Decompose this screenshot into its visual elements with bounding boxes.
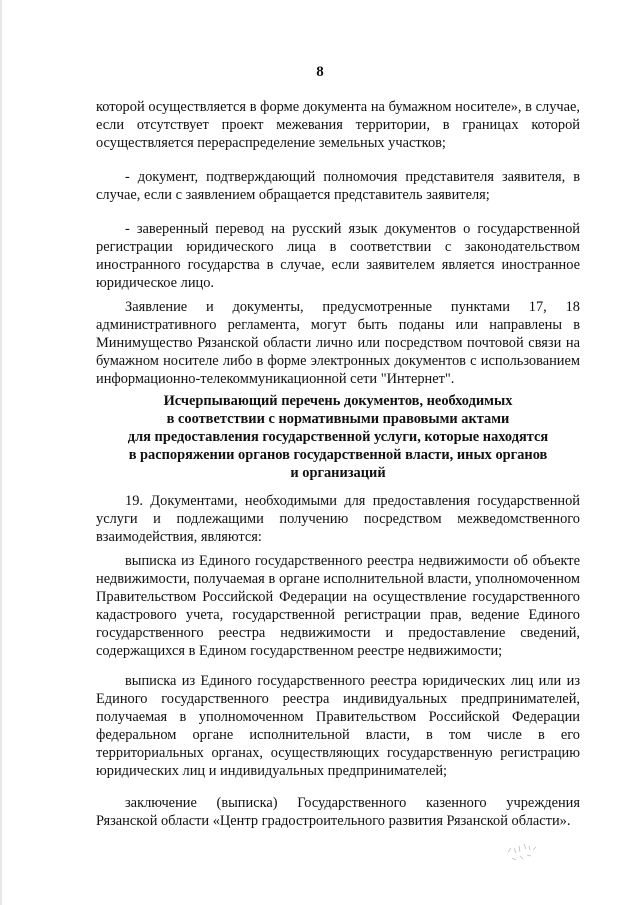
paragraph-egrul-extract: выписка из Единого государственного реестра юридических лиц или из Единого государственного реестра индивидуальных предпринимателей, получаемая в уполномоченном Правительством Российской Федерации федеральном органе исполнительной власти, в том числе в его территориальных органах, осуществляющих государственную регистрацию юридических лиц и индивидуальных предпринимателей; bbox=[96, 673, 580, 779]
heading-line: в соответствии с нормативными правовыми актами bbox=[166, 411, 510, 427]
paragraph-item-19: 19. Документами, необходимыми для предоставления государственной услуги и подлежащими получению посредством межведомственного взаимодействия, являются: bbox=[96, 493, 580, 545]
paragraph-conclusion: заключение (выписка) Государственного казенного учреждения Рязанской области «Центр градостроительного развития Рязанской области». bbox=[96, 795, 580, 829]
scan-noise-mark bbox=[500, 832, 550, 872]
heading-line: для предоставления государственной услуги, которые находятся bbox=[127, 429, 549, 445]
section-heading bbox=[96, 392, 580, 482]
paragraph-translation-document: - заверенный перевод на русский язык документов о государственной регистрации юридического лица в соответствии с законодательством иностранного государства в случае, если заявителем является иностранное юридическое лицо. bbox=[96, 221, 580, 291]
heading-line: Исчерпывающий перечень документов, необходимых bbox=[163, 393, 513, 409]
paragraph-egrn-extract: выписка из Единого государственного реестра недвижимости об объекте недвижимости, получаемая в органе исполнительной власти, уполномоченном Правительством Российской Федерации на осуществление государственного кадастрового учета, государственной регистрации прав, ведение Единого государственного реестра недвижимости и предоставление сведений, содержащихся в Едином государственном реестре недвижимости; bbox=[96, 553, 580, 659]
page-number: 8 bbox=[316, 64, 324, 80]
paragraph-continuation: которой осуществляется в форме документа на бумажном носителе», в случае, если отсутствует проект межевания территории, в границах которой осуществляется перераспределение земельных участков; bbox=[96, 99, 580, 151]
paragraph-representative-document: - документ, подтверждающий полномочия представителя заявителя, в случае, если с заявлением обращается представитель заявителя; bbox=[96, 169, 580, 203]
heading-line: в распоряжении органов государственной власти, иных органов bbox=[128, 447, 548, 463]
paragraph-submission-methods: Заявление и документы, предусмотренные пунктами 17, 18 административного регламента, могут быть поданы или направлены в Минимущество Рязанской области лично или посредством почтовой связи на бумажном носителе либо в форме электронных документов с использованием информационно-телекоммуникационной сети "Интернет". bbox=[96, 299, 580, 387]
scan-edge bbox=[0, 0, 2, 905]
heading-line: и организаций bbox=[290, 465, 386, 481]
